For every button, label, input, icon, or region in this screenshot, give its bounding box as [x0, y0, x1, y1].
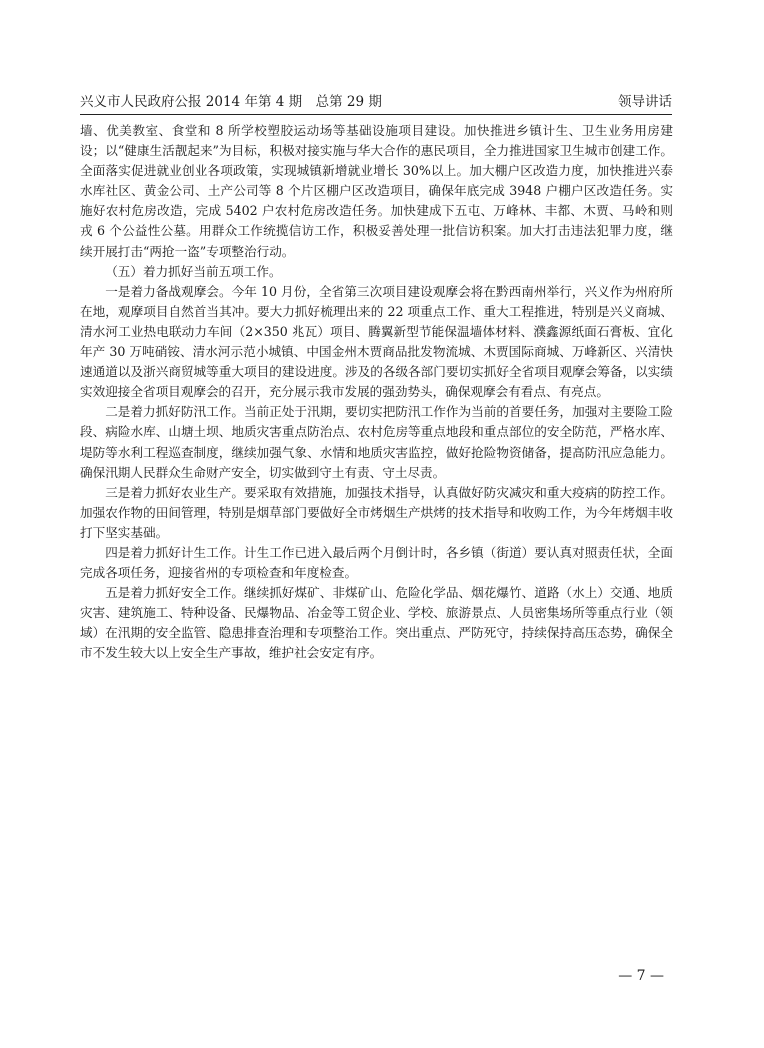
article-body	[80, 121, 673, 664]
paragraph-observation-meeting: 一是着力备战观摩会。今年 10 月份，全省第三次项目建设观摩会将在黔西南州举行，兴义作为州府所在地，观摩项目自然首当其冲。要大力抓好梳理出来的 22 项重点工作、重大工程推进，特别是兴义商城、清水河工业热电联动力车间（2×350 兆瓦）项目、腾翼新型节能保温墙体材料、濮鑫源纸面石膏板、宜化年产 30 万吨硝铵、清水河示范小城镇、中国金州木贾商品批发物流城、木贾国际商城、万峰新区、兴清快速通道以及浙兴商贸城等重大项目的建设进度。涉及的各级各部门要切实抓好全省项目观摩会筹备，以实绩实效迎接全省项目观摩会的召开，充分展示我市发展的强劲势头，确保观摩会有看点、有亮点。	[80, 283, 673, 400]
paragraph-family-planning: 四是着力抓好计生工作。计生工作已进入最后两个月倒计时，各乡镇（街道）要认真对照责任状，全面完成各项任务，迎接省州的专项检查和年度检查。	[80, 544, 673, 581]
paragraph-continuation: 墙、优美教室、食堂和 8 所学校塑胶运动场等基础设施项目建设。加快推进乡镇计生、卫生业务用房建设；以“健康生活靓起来”为目标，积极对接实施与华大合作的惠民项目，全力推进国家卫生城市创建工作。全面落实促进就业创业各项政策，实现城镇新增就业增长 30%以上。加大棚户区改造力度，加快推进兴泰水库社区、黄金公司、土产公司等 8 个片区棚户区改造项目，确保年底完成 3948 户棚户区改造任务。实施好农村危房改造，完成 5402 户农村危房改造任务。加快建成下五屯、万峰林、丰都、木贾、马岭和则戎 6 个公益性公墓。用群众工作统揽信访工作，积极妥善处理一批信访积案。加大打击违法犯罪力度，继续开展打击“两抢一盗”专项整治行动。	[80, 123, 673, 259]
header-section-title: 领导讲话	[618, 94, 672, 110]
paragraph-safety: 五是着力抓好安全工作。继续抓好煤矿、非煤矿山、危险化学品、烟花爆竹、道路（水上）交通、地质灾害、建筑施工、特种设备、民爆物品、冶金等工贸企业、学校、旅游景点、人员密集场所等重点行业（领域）在汛期的安全监管、隐患排查治理和专项整治工作。突出重点、严防死守，持续保持高压态势，确保全市不发生较大以上安全生产事故，维护社会安定有序。	[80, 585, 673, 661]
page-number: — 7 —	[618, 968, 664, 984]
paragraph-section-heading: （五）着力抓好当前五项工作。	[105, 263, 282, 279]
paragraph-agriculture: 三是着力抓好农业生产。要采取有效措施，加强技术指导，认真做好防灾减灾和重大疫病的防控工作。加强农作物的田间管理，特别是烟草部门要做好全市烤烟生产烘烤的技术指导和收购工作，为今年烤烟丰收打下坚实基础。	[80, 484, 673, 540]
page-header	[80, 92, 672, 115]
paragraph-flood-control: 二是着力抓好防汛工作。当前正处于汛期，要切实把防汛工作作为当前的首要任务，加强对主要险工险段、病险水库、山塘土坝、地质灾害重点防治点、农村危房等重点地段和重点部位的安全防范，严格水库、堤防等水利工程巡查制度，继续加强气象、水情和地质灾害监控，做好抢险物资储备，提高防汛应急能力。确保汛期人民群众生命财产安全，切实做到守土有责、守土尽责。	[80, 404, 673, 480]
header-publication-title: 兴义市人民政府公报 2014 年第 4 期 总第 29 期	[80, 94, 382, 110]
